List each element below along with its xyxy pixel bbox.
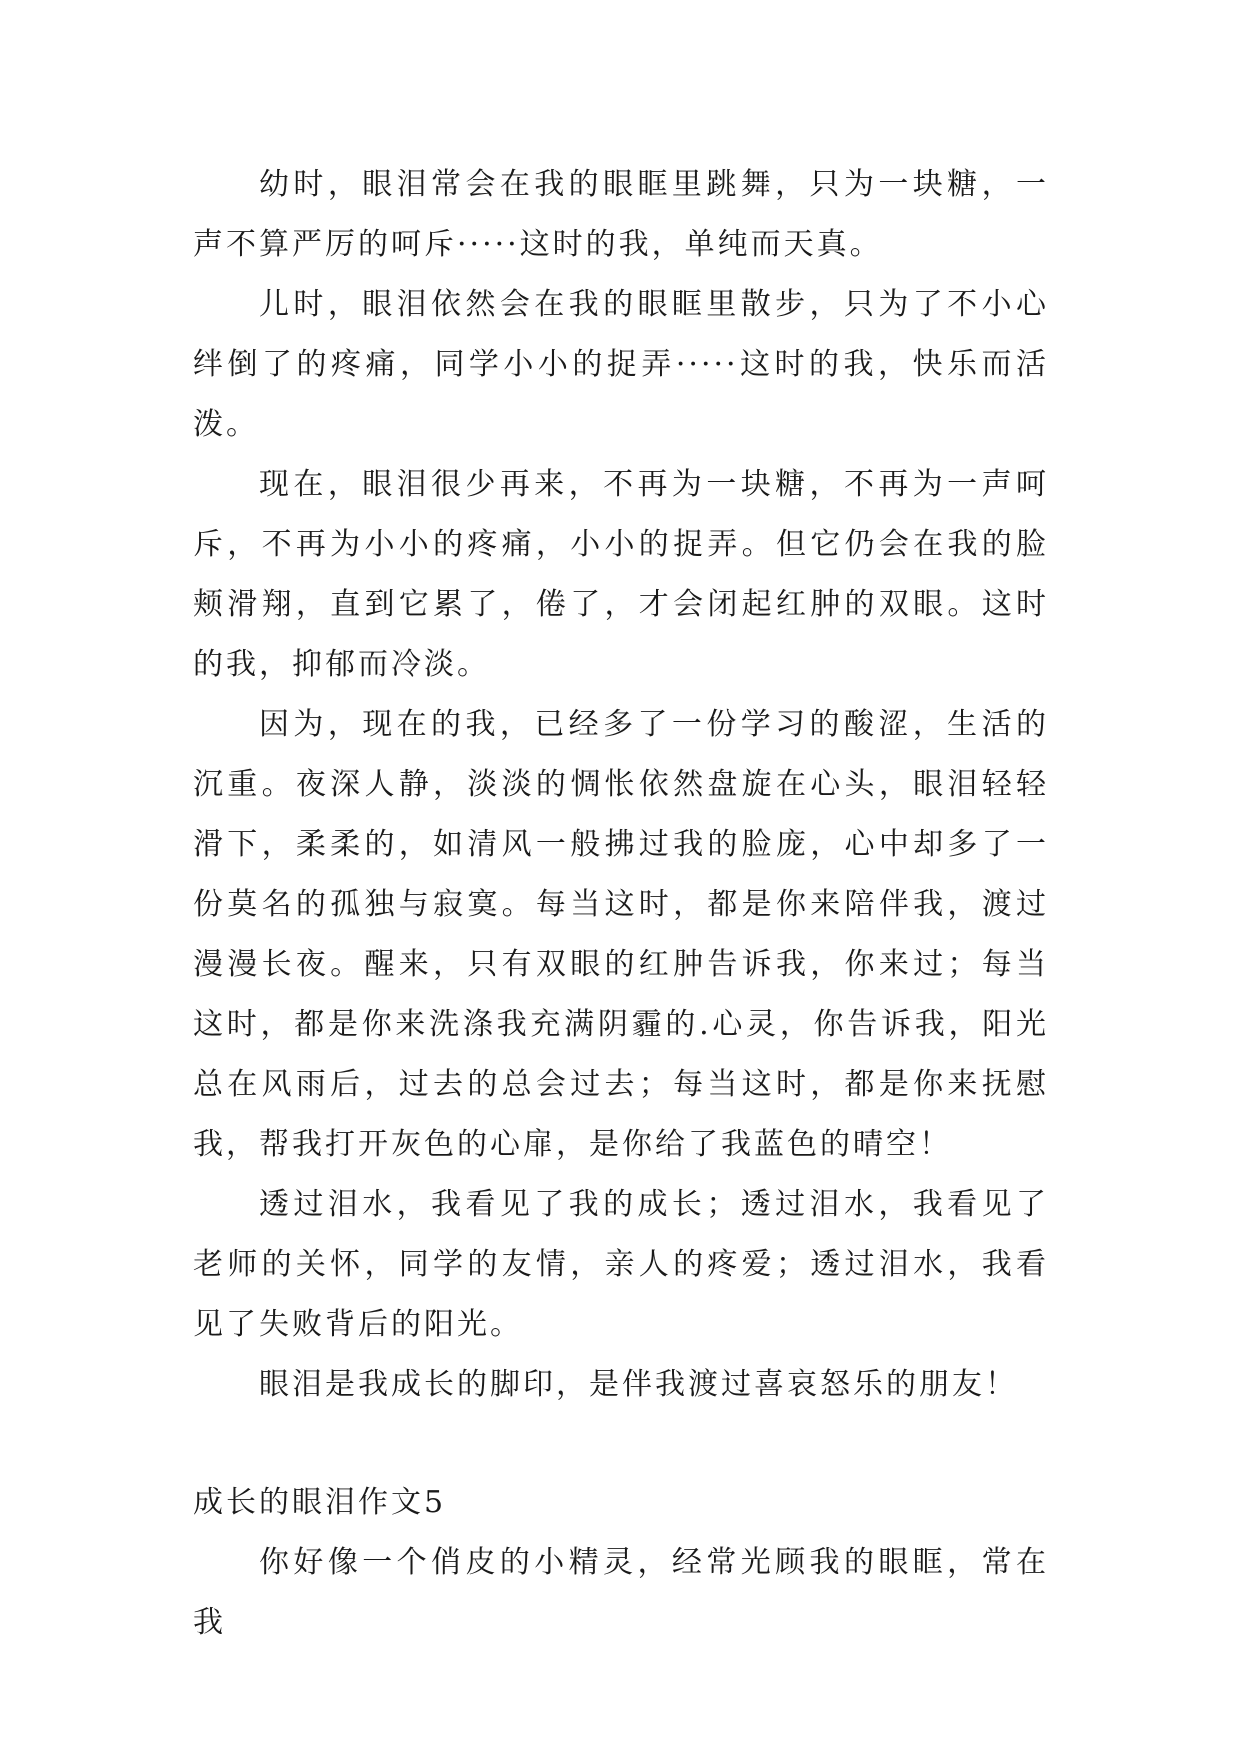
section-title: 成长的眼泪作文5 (193, 1485, 447, 1520)
paragraph-now: 现在，眼泪很少再来，不再为一块糖，不再为一声呵斥，不再为小小的疼痛，小小的捉弄。但它仍会在我的脸颊滑翔，直到它累了，倦了，才会闭起红肿的双眼。这时的我，抑郁而冷淡。 (193, 467, 1049, 682)
paragraph-because: 因为，现在的我，已经多了一份学习的酸涩，生活的沉重。夜深人静，淡淡的惆怅依然盘旋在心头，眼泪轻轻滑下，柔柔的，如清风一般拂过我的脸庞，心中却多了一份莫名的孤独与寂寞。每当这时，都是你来陪伴我，渡过漫漫长夜。醒来，只有双眼的红肿告诉我，你来过；每当这时，都是你来洗涤我充满阴霾的.心灵，你告诉我，阳光总在风雨后，过去的总会过去；每当这时，都是你来抚慰我，帮我打开灰色的心扉，是你给了我蓝色的晴空！ (193, 707, 1049, 1162)
paragraph-sprite: 你好像一个俏皮的小精灵，经常光顾我的眼眶，常在我 (193, 1545, 1049, 1640)
paragraph-through-tears: 透过泪水，我看见了我的成长；透过泪水，我看见了老师的关怀，同学的友情，亲人的疼爱；透过泪水，我看见了失败背后的阳光。 (193, 1187, 1049, 1342)
section-gap (193, 1415, 1049, 1473)
paragraph-footprint: 眼泪是我成长的脚印，是伴我渡过喜哀怒乐的朋友！ (259, 1367, 1018, 1402)
document-body (193, 155, 1049, 1653)
paragraph-childhood: 幼时，眼泪常会在我的眼眶里跳舞，只为一块糖，一声不算严厉的呵斥·····这时的我，单纯而天真。 (193, 167, 1049, 262)
paragraph-young: 儿时，眼泪依然会在我的眼眶里散步，只为了不小心绊倒了的疼痛，同学小小的捉弄·····这时的我，快乐而活泼。 (193, 287, 1049, 442)
